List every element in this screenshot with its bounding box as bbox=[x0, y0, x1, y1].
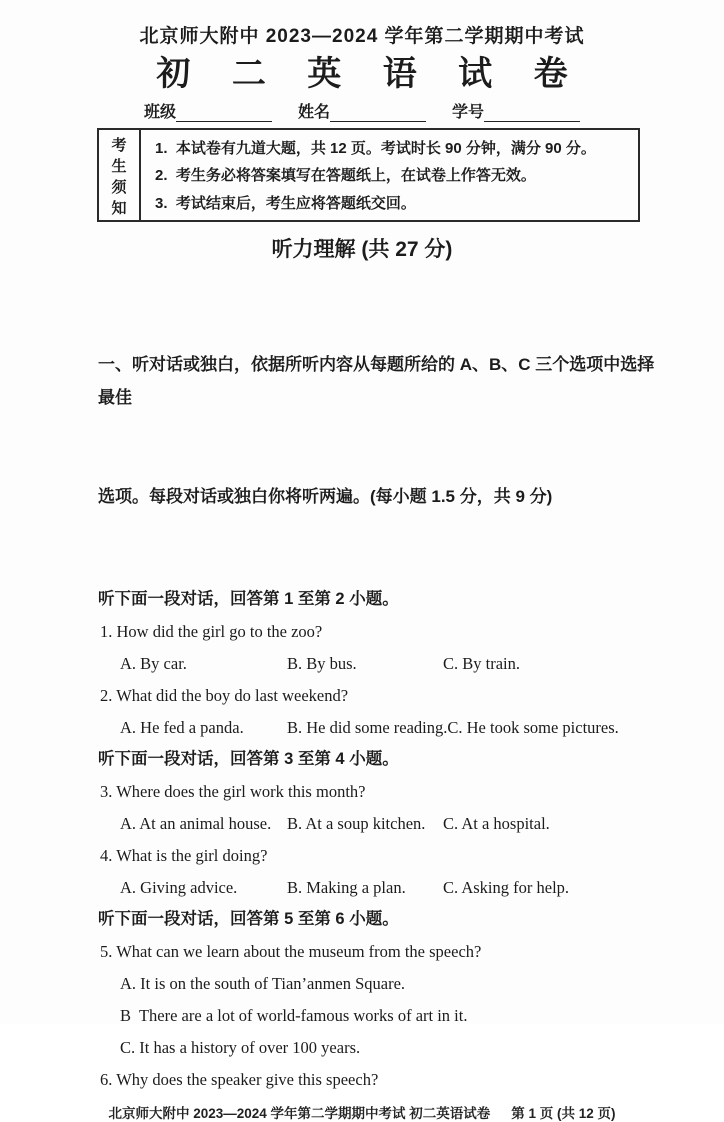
option-5a: A. It is on the south of Tian’anmen Square. bbox=[120, 974, 406, 993]
question-1: 1. How did the girl go to the zoo? bbox=[100, 622, 323, 641]
question-2: 2. What did the boy do last weekend? bbox=[100, 686, 349, 705]
student-id-blank-line bbox=[484, 106, 580, 122]
option-2b: B. He did some reading. bbox=[287, 718, 448, 737]
class-field-label: 班级 bbox=[143, 104, 176, 121]
option-1a: A. By car. bbox=[120, 654, 187, 673]
option-5c: C. It has a history of over 100 years. bbox=[120, 1038, 361, 1057]
question-3-options bbox=[120, 813, 704, 834]
notice-item: 2. 考生务必将答案填写在答题纸上，在试卷上作答无效。 bbox=[155, 167, 536, 185]
name-blank-line bbox=[330, 106, 426, 122]
listening-questions bbox=[0, 589, 724, 1090]
option-3b: B. At a soup kitchen. bbox=[287, 814, 426, 833]
part-one-instructions-line2: 选项。每段对话或独白你将听两遍。(每小题 1.5 分，共 9 分) bbox=[98, 487, 553, 506]
page-footer: 北京师大附中 2023—2024 学年第二学期期中考试 初二英语试卷 第 1 页 (共 12 页) bbox=[108, 1106, 616, 1121]
option-3a: A. At an animal house. bbox=[120, 814, 272, 833]
option-4a: A. Giving advice. bbox=[120, 878, 238, 897]
option-4c: C. Asking for help. bbox=[443, 878, 570, 897]
notice-side-char: 须 bbox=[111, 179, 127, 196]
option-1b: B. By bus. bbox=[287, 654, 357, 673]
question-5: 5. What can we learn about the museum from the speech? bbox=[100, 942, 482, 961]
option-4b: B. Making a plan. bbox=[287, 878, 406, 897]
name-field bbox=[298, 99, 426, 122]
dialog-tip-1: 听下面一段对话，回答第 1 至第 2 小题。 bbox=[98, 590, 399, 608]
option-5b: B There are a lot of world-famous works of art in it. bbox=[120, 1006, 468, 1025]
exam-header-line: 北京师大附中 2023—2024 学年第二学期期中考试 bbox=[139, 26, 585, 47]
notice-side-label bbox=[99, 130, 141, 220]
listening-section-title: 听力理解 bbox=[271, 238, 356, 261]
notice-side-char: 生 bbox=[111, 158, 127, 175]
student-info-fields bbox=[0, 102, 724, 122]
option-1c: C. By train. bbox=[443, 654, 520, 673]
question-4-options bbox=[120, 877, 704, 898]
listening-section-heading bbox=[0, 236, 724, 264]
exam-title: 初 二 英 语 试 卷 bbox=[156, 55, 584, 93]
question-3: 3. Where does the girl work this month? bbox=[100, 782, 366, 801]
dialog-tip-2: 听下面一段对话，回答第 3 至第 4 小题。 bbox=[98, 750, 399, 768]
notice-item: 1. 本试卷有九道大题，共 12 页。考试时长 90 分钟，满分 90 分。 bbox=[155, 140, 596, 158]
class-blank-line bbox=[176, 106, 272, 122]
part-one-instructions bbox=[98, 282, 668, 579]
candidate-notice-box bbox=[97, 128, 640, 222]
notice-side-char: 知 bbox=[111, 200, 127, 217]
notice-item: 3. 考试结束后，考生应将答题纸交回。 bbox=[155, 194, 416, 212]
option-2a: A. He fed a panda. bbox=[120, 718, 244, 737]
question-1-options bbox=[120, 653, 704, 674]
notice-items bbox=[141, 130, 638, 220]
question-2-options bbox=[120, 717, 704, 738]
question-6: 6. Why does the speaker give this speech? bbox=[100, 1070, 379, 1089]
listening-section-score: (共 27 分) bbox=[361, 238, 453, 261]
dialog-tip-3: 听下面一段对话，回答第 5 至第 6 小题。 bbox=[98, 910, 399, 928]
option-3c: C. At a hospital. bbox=[443, 814, 550, 833]
question-4: 4. What is the girl doing? bbox=[100, 846, 268, 865]
student-id-field bbox=[452, 99, 580, 122]
student-id-field-label: 学号 bbox=[452, 104, 485, 121]
name-field-label: 姓名 bbox=[297, 104, 330, 121]
notice-side-char: 考 bbox=[111, 137, 127, 154]
part-one-instructions-line1: 一、听对话或独白，依据所听内容从每题所给的 A、B、C 三个选项中选择最佳 bbox=[98, 355, 655, 407]
option-2c: C. He took some pictures. bbox=[447, 718, 619, 737]
class-field bbox=[144, 99, 272, 122]
